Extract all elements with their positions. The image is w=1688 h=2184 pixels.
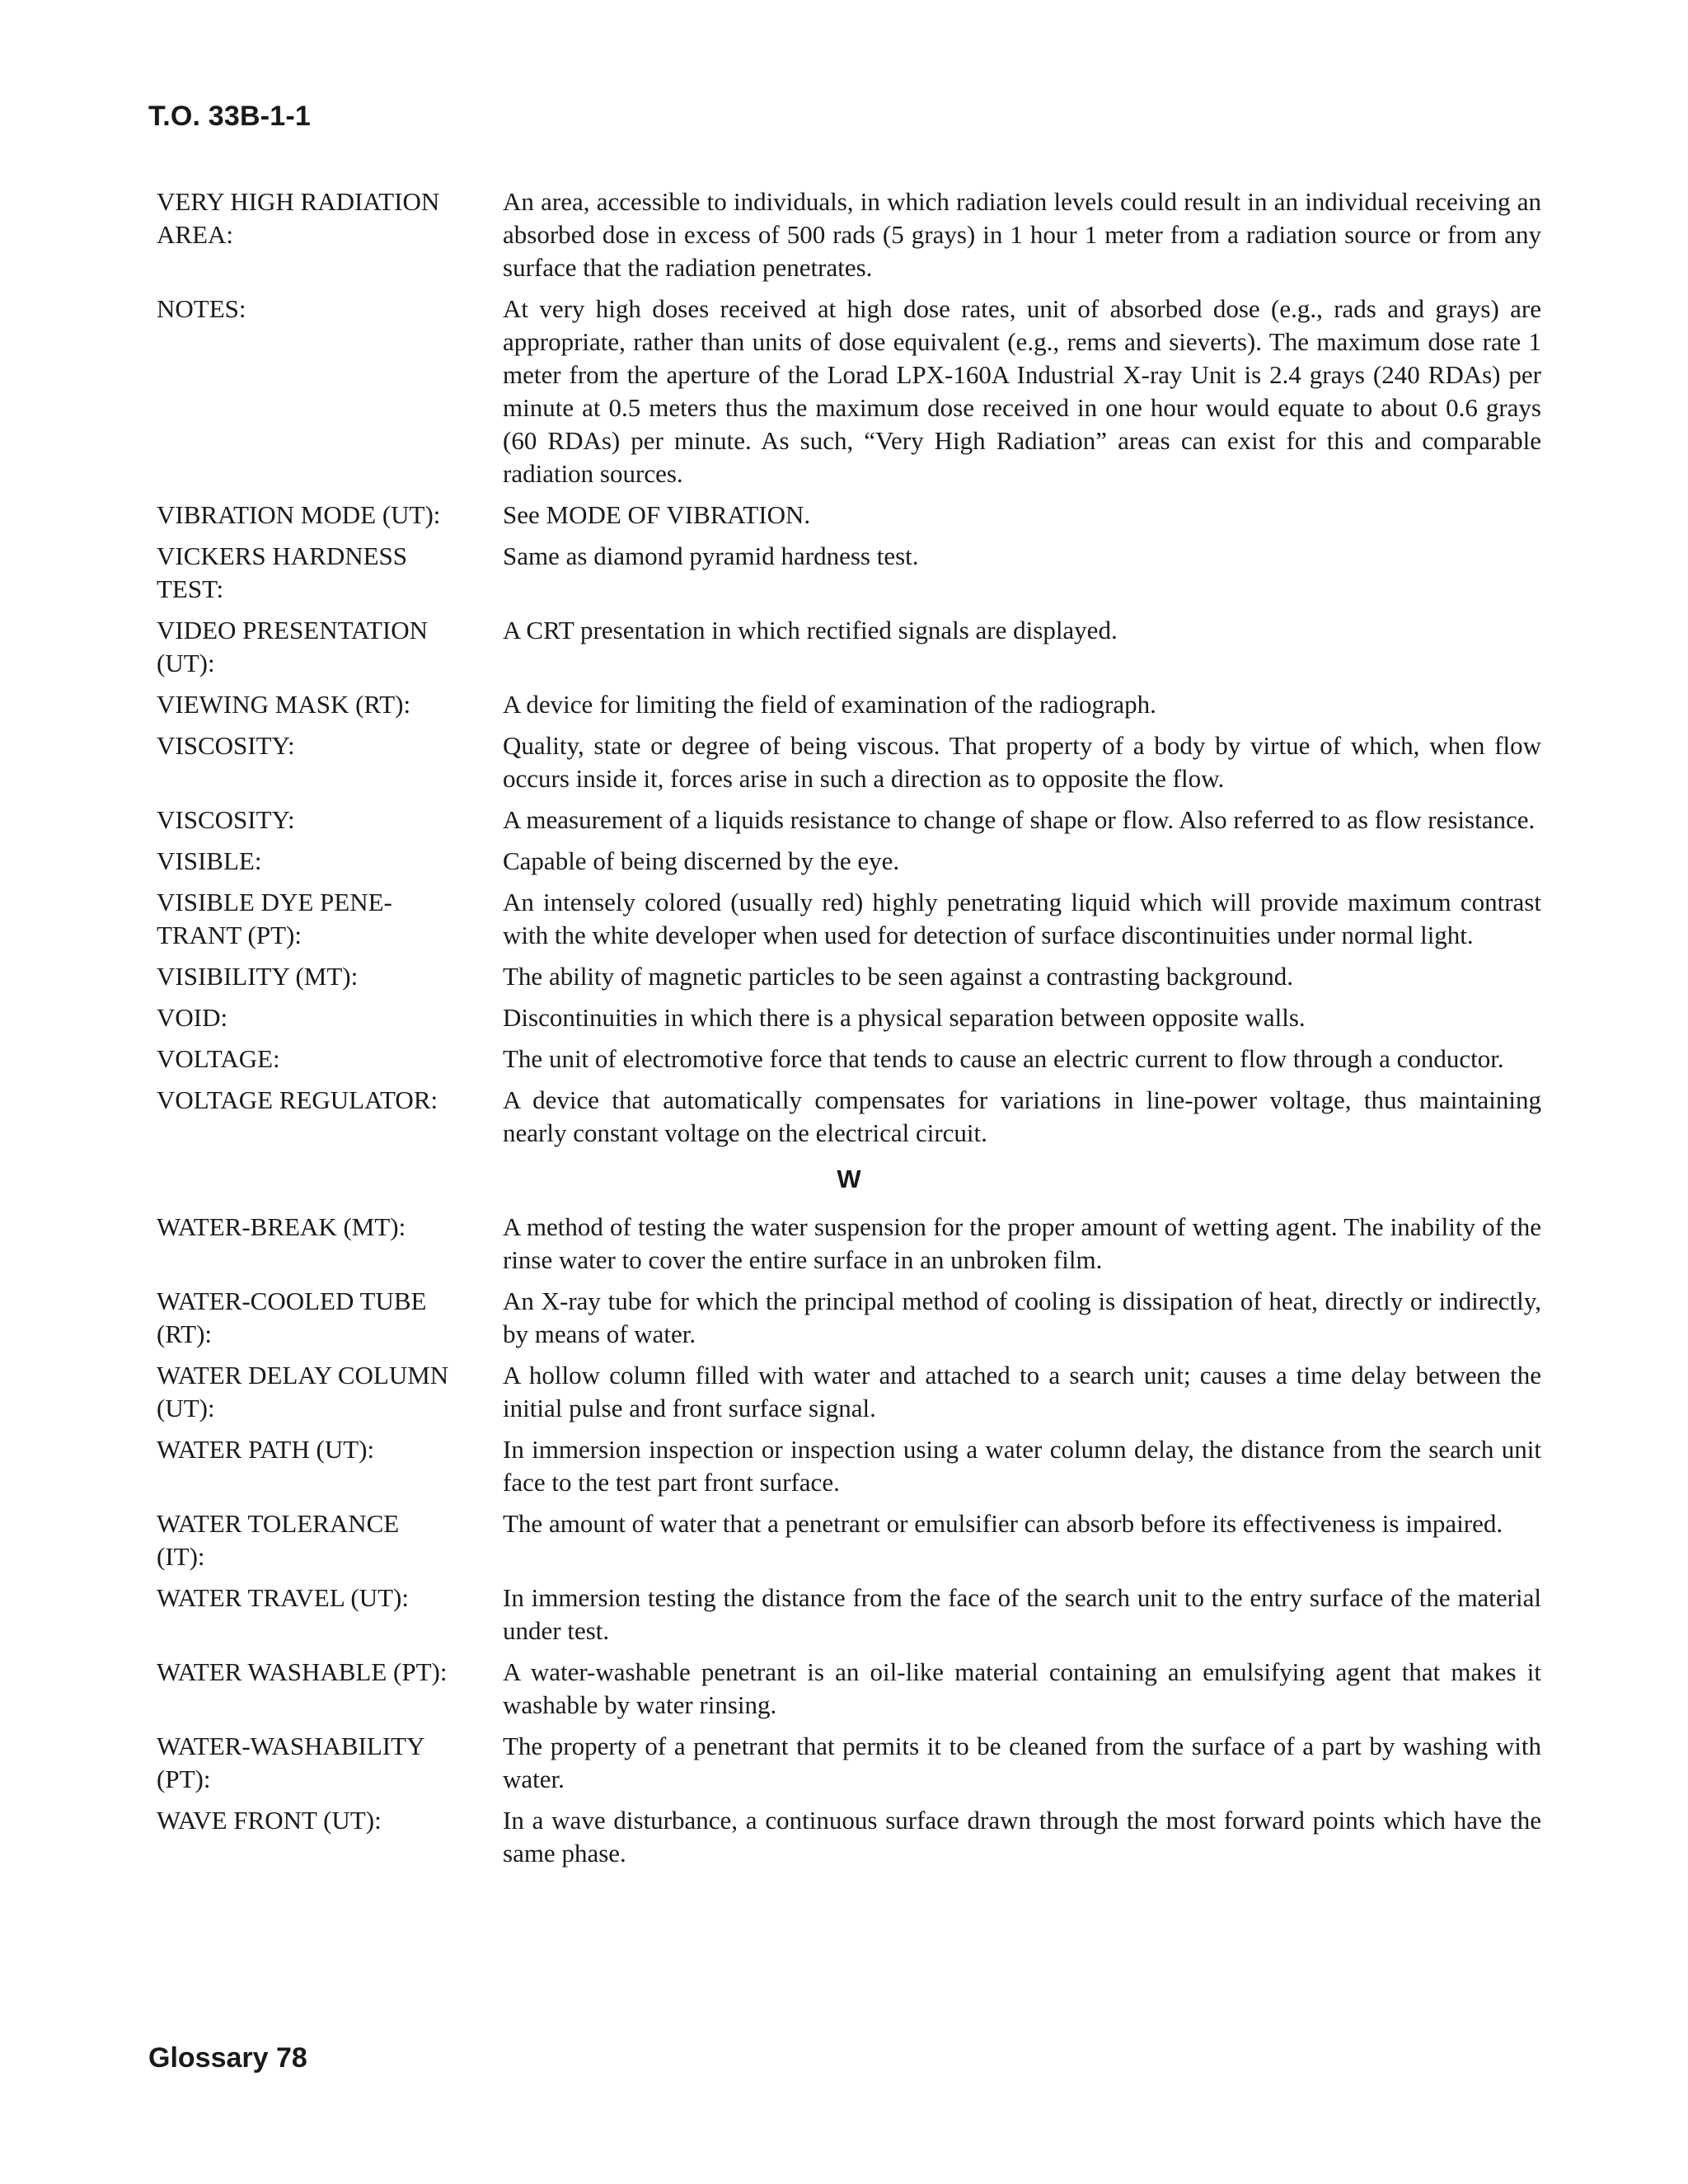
glossary-term: WATER TRAVEL (UT): [157, 1583, 409, 1612]
glossary-entry [157, 499, 1541, 532]
glossary-entry [157, 185, 1541, 284]
glossary-definition: A method of testing the water suspension for the proper amount of wetting agent. The inability of the rinse water to cover the entire surface in an unbroken film. [503, 1212, 1541, 1274]
glossary-term: VOLTAGE: [157, 1044, 280, 1073]
glossary-definition: An area, accessible to individuals, in which radiation levels could result in an individual receiving an absorbed dose in excess of 500 rads (5 grays) in 1 hour 1 meter from a radiation source or from any surface that the radiation penetrates. [503, 187, 1541, 282]
glossary-definition: At very high doses received at high dose rates, unit of absorbed dose (e.g., rads and grays) are appropriate, rather than units of dose equivalent (e.g., rems and sieverts). The maximum dose rate 1 meter from the aperture of the Lorad LPX-160A Industrial X-ray Unit is 2.4 grays (240 RDAs) per minute at 0.5 meters thus the maximum dose received in one hour would equate to about 0.6 grays (60 RDAs) per minute. As such, “Very High Radiation” areas can exist for this and comparable radiation sources. [503, 294, 1541, 488]
glossary-entry [157, 886, 1541, 952]
glossary-definition: A hollow column filled with water and attached to a search unit; causes a time delay between the initial pulse and front surface signal. [503, 1361, 1541, 1422]
glossary-entry [157, 1804, 1541, 1870]
glossary-definition: In immersion inspection or inspection using a water column delay, the distance from the search unit face to the test part front surface. [503, 1435, 1541, 1497]
glossary-entry [157, 804, 1541, 837]
glossary-term: WAVE FRONT (UT): [157, 1806, 382, 1835]
glossary-entry [157, 614, 1541, 680]
glossary-definition: A measurement of a liquids resistance to change of shape or flow. Also referred to as flow resistance. [503, 805, 1536, 834]
glossary-term: VISIBILITY (MT): [157, 962, 359, 991]
glossary-entry [157, 1433, 1541, 1499]
glossary-term: WATER-BREAK (MT): [157, 1212, 406, 1241]
glossary-definition: Same as diamond pyramid hardness test. [503, 541, 919, 570]
glossary-entry [157, 1582, 1541, 1647]
glossary-definition: A device that automatically compensates for variations in line-power voltage, thus maintaining nearly constant voltage on the electrical circuit. [503, 1085, 1541, 1147]
glossary-entry [157, 1507, 1541, 1573]
glossary-term: NOTES: [157, 294, 246, 323]
glossary-entry [157, 1359, 1541, 1425]
glossary-entry [157, 1285, 1541, 1351]
page-number-footer: Glossary 78 [148, 2042, 307, 2074]
glossary-entry [157, 960, 1541, 993]
glossary-definition: An intensely colored (usually red) highly penetrating liquid which will provide maximum contrast with the white developer when used for detection of surface discontinuities under normal light. [503, 888, 1541, 949]
glossary-term: VERY HIGH RADIATION AREA: [157, 187, 440, 249]
glossary-term: WATER TOLERANCE (IT): [157, 1509, 400, 1571]
section-letter-heading: W [837, 1165, 861, 1193]
glossary-entry [157, 1211, 1541, 1277]
glossary-definition: Discontinuities in which there is a physical separation between opposite walls. [503, 1003, 1306, 1032]
glossary-definition: A CRT presentation in which rectified signals are displayed. [503, 616, 1118, 644]
glossary-definition: A water-washable penetrant is an oil-like material containing an emulsifying agent that makes it washable by water rinsing. [503, 1657, 1541, 1719]
glossary-definition: In a wave disturbance, a continuous surface drawn through the most forward points which have the same phase. [503, 1806, 1541, 1868]
glossary-definition: The ability of magnetic particles to be seen against a contrasting background. [503, 962, 1293, 991]
glossary-term: VOID: [157, 1003, 228, 1032]
glossary-definition: The amount of water that a penetrant or emulsifier can absorb before its effectiveness is impaired. [503, 1509, 1503, 1538]
glossary-definition: The property of a penetrant that permits it to be cleaned from the surface of a part by washing with water. [503, 1732, 1541, 1793]
glossary-list [157, 185, 1541, 1878]
glossary-entry [157, 1656, 1541, 1722]
glossary-entry [157, 729, 1541, 795]
glossary-term: VIBRATION MODE (UT): [157, 500, 441, 529]
glossary-group-v [157, 185, 1541, 1150]
glossary-definition: The unit of electromotive force that tends to cause an electric current to flow through a conductor. [503, 1044, 1504, 1073]
document-id-header: T.O. 33B-1-1 [148, 101, 312, 132]
glossary-definition: See MODE OF VIBRATION. [503, 500, 811, 529]
glossary-entry [157, 1730, 1541, 1796]
glossary-term: WATER PATH (UT): [157, 1435, 375, 1464]
glossary-term: WATER WASHABLE (PT): [157, 1657, 448, 1686]
glossary-term: WATER-COOLED TUBE (RT): [157, 1286, 427, 1348]
glossary-term: VISCOSITY: [157, 731, 295, 760]
glossary-entry [157, 688, 1541, 721]
glossary-term: VOLTAGE REGULATOR: [157, 1085, 438, 1114]
glossary-group-w [157, 1211, 1541, 1870]
glossary-term: VISIBLE: [157, 846, 262, 875]
glossary-term: VICKERS HARDNESS TEST: [157, 541, 408, 603]
glossary-entry [157, 1001, 1541, 1034]
glossary-entry [157, 845, 1541, 878]
glossary-term: VISIBLE DYE PENE- TRANT (PT): [157, 888, 392, 949]
glossary-definition: Capable of being discerned by the eye. [503, 846, 900, 875]
glossary-definition: A device for limiting the field of examination of the radiograph. [503, 690, 1156, 719]
glossary-term: WATER-WASHABILITY (PT): [157, 1732, 425, 1793]
glossary-entry [157, 540, 1541, 606]
glossary-term: WATER DELAY COLUMN (UT): [157, 1361, 449, 1422]
glossary-definition: In immersion testing the distance from the face of the search unit to the entry surface of the material under test. [503, 1583, 1541, 1645]
glossary-definition: An X-ray tube for which the principal method of cooling is dissipation of heat, directly or indirectly, by means of water. [503, 1286, 1541, 1348]
glossary-term: VIDEO PRESENTATION (UT): [157, 616, 429, 677]
glossary-term: VISCOSITY: [157, 805, 295, 834]
glossary-definition: Quality, state or degree of being viscous. That property of a body by virtue of which, when flow occurs inside it, forces arise in such a direction as to opposite the flow. [503, 731, 1541, 793]
glossary-entry [157, 1084, 1541, 1150]
glossary-entry [157, 1043, 1541, 1076]
glossary-term: VIEWING MASK (RT): [157, 690, 411, 719]
glossary-entry [157, 293, 1541, 490]
